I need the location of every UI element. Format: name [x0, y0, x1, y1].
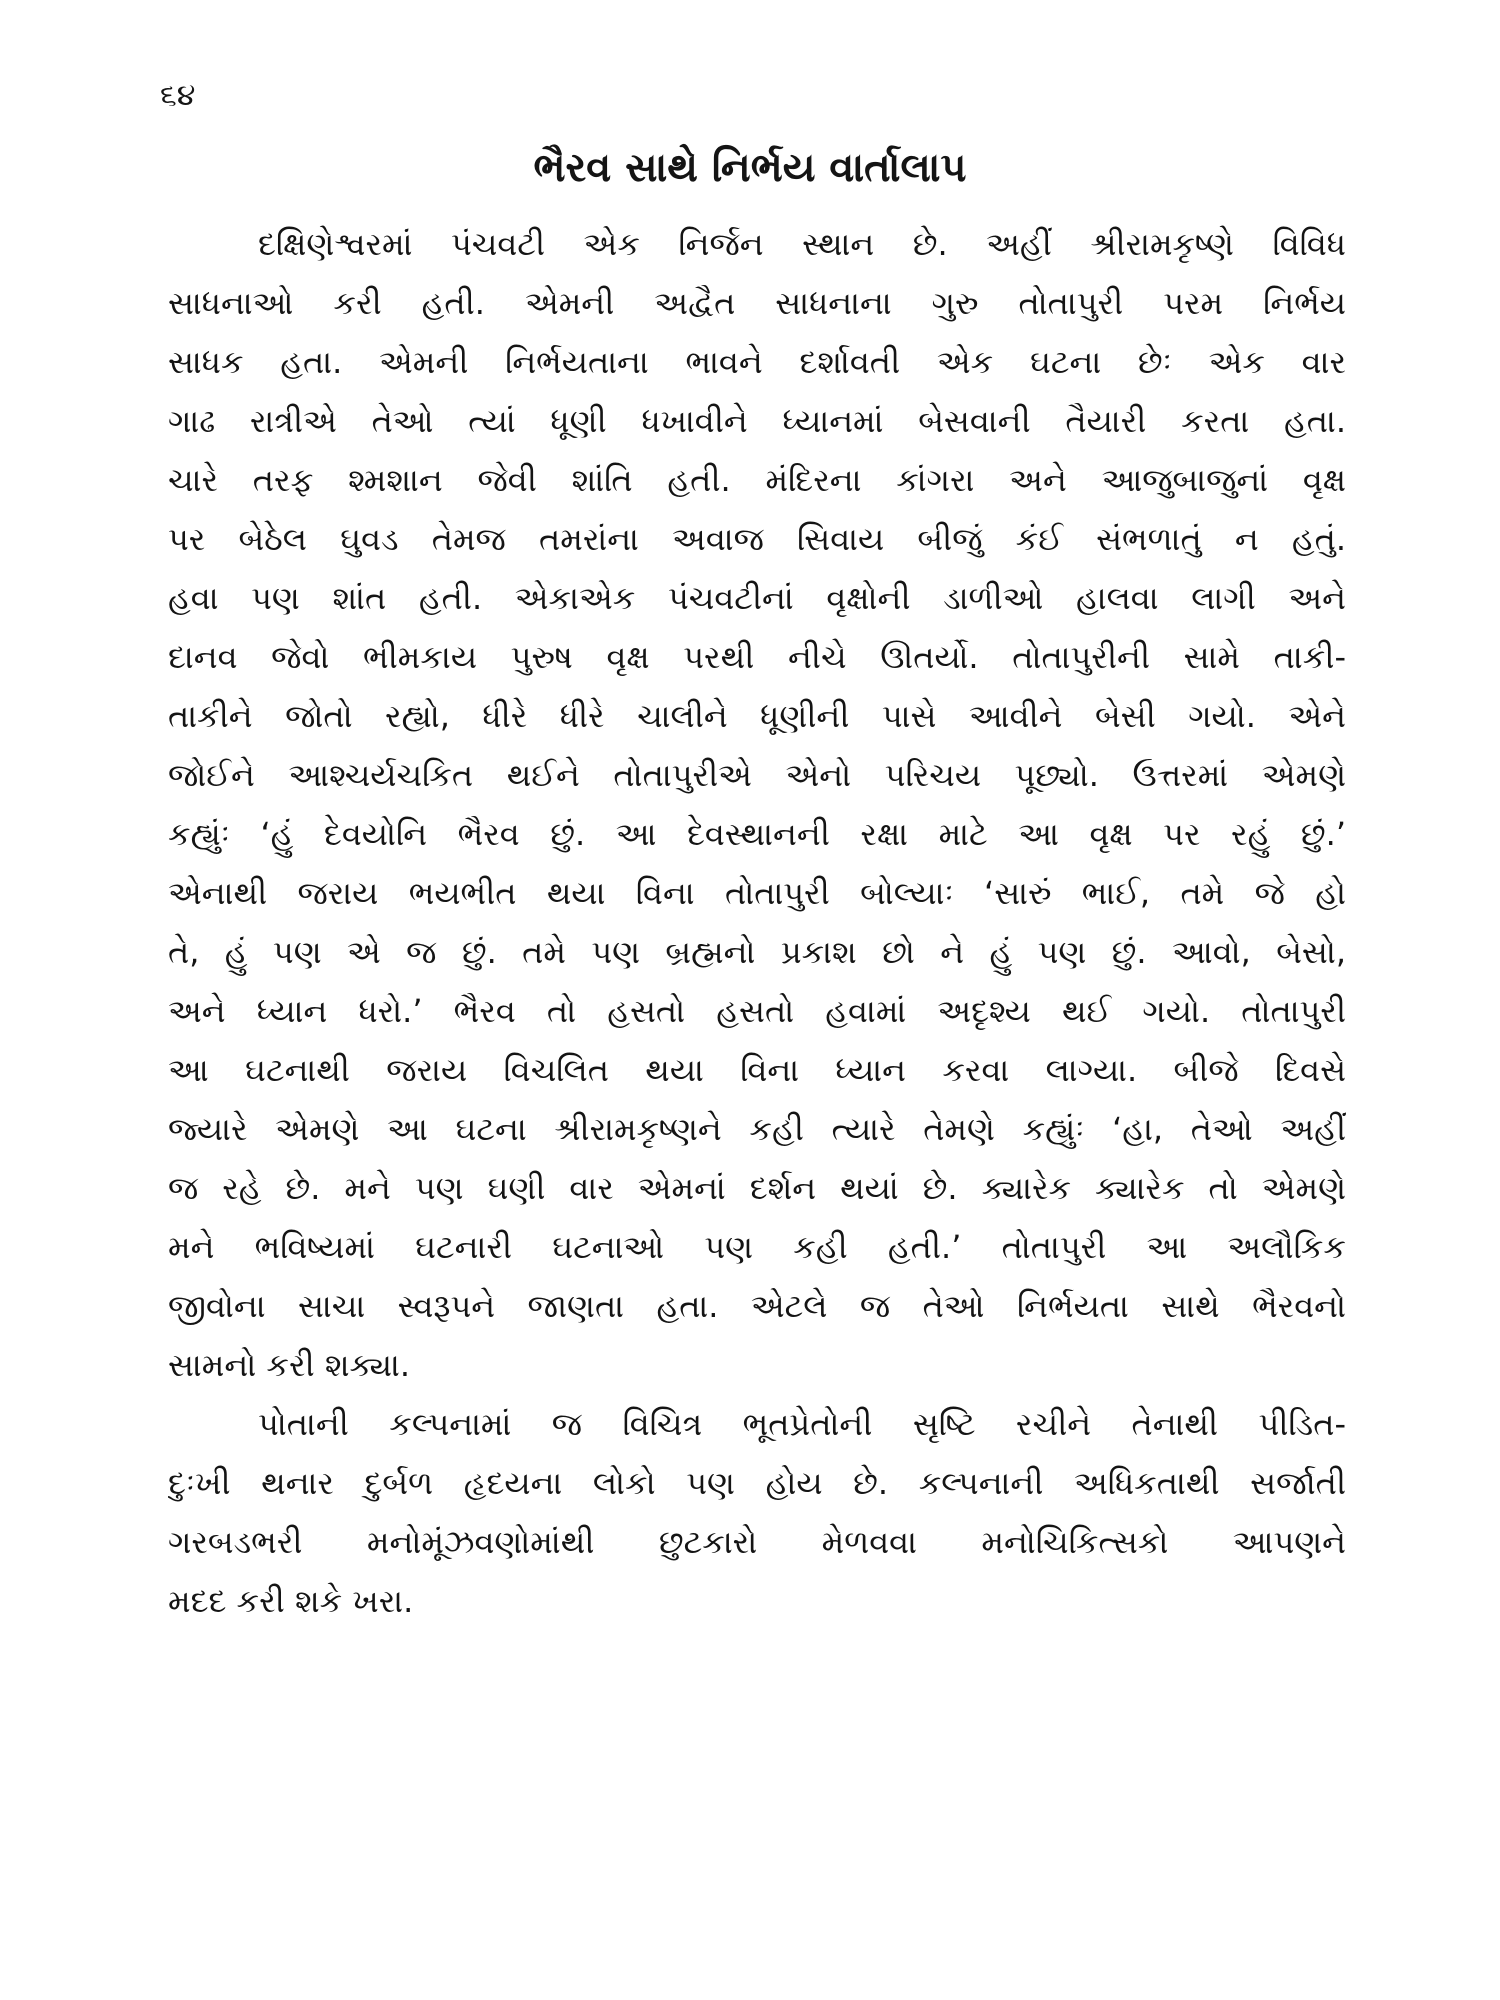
text-line: મને ભવિષ્યમાં ઘટનારી ઘટનાઓ પણ કહી હતી.’ તોતાપુરી આ અલૌકિક	[168, 1228, 1346, 1266]
text-line: જોઈને આશ્ચર્યચકિત થઈને તોતાપુરીએ એનો પરિચય પૂછ્યો. ઉત્તરમાં એમણે	[168, 756, 1346, 794]
body-text	[168, 215, 1346, 1631]
text-line: ગરબડભરી મનોમૂંઝવણોમાંથી છુટકારો મેળવવા મનોચિકિત્સકો આપણને	[168, 1523, 1346, 1561]
text-line: ચારે તરફ શ્મશાન જેવી શાંતિ હતી. મંદિરના કાંગરા અને આજુબાજુનાં વૃક્ષ	[168, 461, 1346, 499]
text-line: પર બેઠેલ ઘુવડ તેમજ તમરાંના અવાજ સિવાય બીજું કંઈ સંભળાતું ન હતું.	[168, 520, 1346, 558]
text-line: જીવોના સાચા સ્વરૂપને જાણતા હતા. એટલે જ તેઓ નિર્ભયતા સાથે ભૈરવનો	[168, 1287, 1346, 1325]
text-line: પોતાની કલ્પનામાં જ વિચિત્ર ભૂતપ્રેતોની સૃષ્ટિ રચીને તેનાથી પીડિત-	[258, 1405, 1346, 1443]
text-line: તાકીને જોતો રહ્યો, ધીરે ધીરે ચાલીને ધૂણીની પાસે આવીને બેસી ગયો. એને	[168, 697, 1346, 735]
text-line: મદદ કરી શકે ખરા.	[168, 1582, 414, 1620]
text-line: સામનો કરી શક્યા.	[168, 1346, 411, 1384]
text-line: અને ધ્યાન ધરો.’ ભૈરવ તો હસતો હસતો હવામાં અદૃશ્ય થઈ ગયો. તોતાપુરી	[168, 992, 1346, 1030]
page-number: ૬૪	[160, 78, 196, 113]
text-line: સાધનાઓ કરી હતી. એમની અદ્વૈત સાધનાના ગુરુ તોતાપુરી પરમ નિર્ભય	[168, 284, 1346, 322]
text-line: દાનવ જેવો ભીમકાય પુરુષ વૃક્ષ પરથી નીચે ઊતર્યો. તોતાપુરીની સામે તાકી-	[168, 638, 1346, 676]
text-line: તે, હું પણ એ જ છું. તમે પણ બ્રહ્મનો પ્રકાશ છો ને હું પણ છું. આવો, બેસો,	[168, 933, 1346, 971]
text-line: હવા પણ શાંત હતી. એકાએક પંચવટીનાં વૃક્ષોની ડાળીઓ હાલવા લાગી અને	[168, 579, 1346, 617]
text-line: દક્ષિણેશ્વરમાં પંચવટી એક નિર્જન સ્થાન છે. અહીં શ્રીરામકૃષ્ણે વિવિધ	[258, 225, 1346, 263]
text-line: આ ઘટનાથી જરાય વિચલિત થયા વિના ધ્યાન કરવા લાગ્યા. બીજે દિવસે	[168, 1051, 1346, 1089]
text-line: જ્યારે એમણે આ ઘટના શ્રીરામકૃષ્ણને કહી ત્યારે તેમણે કહ્યુંઃ ‘હા, તેઓ અહીં	[168, 1110, 1346, 1148]
text-line: ગાઢ રાત્રીએ તેઓ ત્યાં ધૂણી ધખાવીને ધ્યાનમાં બેસવાની તૈયારી કરતા હતા.	[168, 402, 1346, 440]
text-line: સાધક હતા. એમની નિર્ભયતાના ભાવને દર્શાવતી એક ઘટના છેઃ એક વાર	[168, 343, 1346, 381]
chapter-title: ભૈરવ સાથે નિર્ભય વાર્તાલાપ	[533, 145, 967, 191]
text-line: એનાથી જરાય ભયભીત થયા વિના તોતાપુરી બોલ્યાઃ ‘સારું ભાઈ, તમે જે હો	[168, 874, 1346, 912]
text-line: દુઃખી થનાર દુર્બળ હૃદયના લોકો પણ હોય છે. કલ્પનાની અધિકતાથી સર્જાતી	[168, 1464, 1346, 1502]
paragraph	[168, 1395, 1346, 1631]
paragraph	[168, 215, 1346, 1395]
text-line: જ રહે છે. મને પણ ઘણી વાર એમનાં દર્શન થયાં છે. ક્યારેક ક્યારેક તો એમણે	[168, 1169, 1346, 1207]
text-line: કહ્યુંઃ ‘હું દેવયોનિ ભૈરવ છું. આ દેવસ્થાનની રક્ષા માટે આ વૃક્ષ પર રહું છું.’	[168, 815, 1346, 853]
